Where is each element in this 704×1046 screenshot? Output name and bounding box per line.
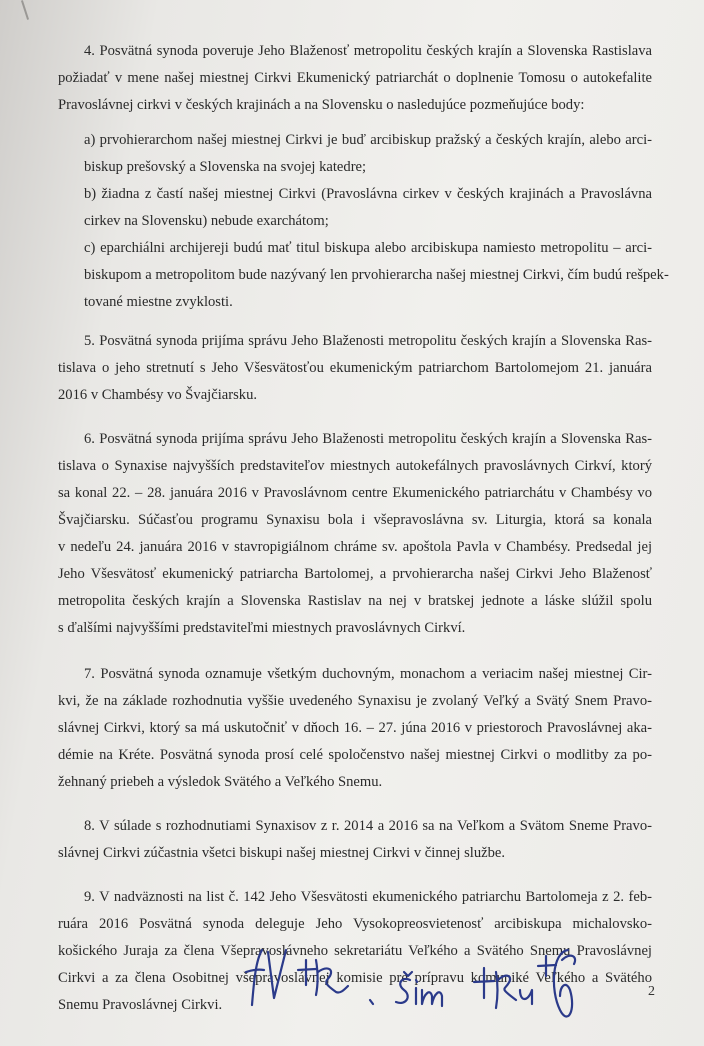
text-line: a) prvohierarchom našej miestnej Cirkvi je buď arcibiskup pražský a českých krajín, alebo arci- [84,132,652,148]
text-line: biskup prešovský a Slovenska na svojej katedre; [84,159,367,175]
text-line: b) žiadna z častí našej miestnej Cirkvi (Pravoslávna cirkev v českých krajinách a Pravoslávna [84,186,652,202]
text-line: požiadať v mene našej miestnej Cirkvi Ekumenický patriarchát o doplnenie Tomosu o autokefalite [58,70,652,86]
text-line: 4. Posvätná synoda poveruje Jeho Blaženosť metropolitu českých krajín a Slovenska Rastislava [84,43,652,59]
text-line: slávnej Cirkvi, ktorý sa má uskutočniť v dňoch 16. – 27. júna 2016 v priestoroch Pravoslávnej aka- [58,720,652,736]
text-line: sa konal 22. – 28. januára 2016 v Pravoslávnom centre Ekumenického patriarchátu v Chambésy vo [58,485,652,501]
text-line: tislava o jeho stretnutí s Jeho Všesvätosťou ekumenickým patriarchom Bartolomejom 21. januára [58,360,652,376]
text-line: c) eparchiálni archijereji budú mať titul biskupa alebo arcibiskupa namiesto metropolitu – arci- [84,240,652,256]
text-line: démie na Kréte. Posvätná synoda prosí celé spoločenstvo našej miestnej Cirkvi o modlitby za po- [58,747,652,763]
text-line: 7. Posvätná synoda oznamuje všetkým duchovným, monachom a veriacim našej miestnej Cir- [84,666,652,682]
text-line: biskupom a metropolitom bude nazývaný len prvohierarcha našej miestnej Cirkvi, čím budú rešpek- [84,267,669,283]
text-line: Pravoslávnej cirkvi v českých krajinách a na Slovensku o nasledujúce pozmeňujúce body: [58,97,585,113]
text-line: 9. V nadväznosti na list č. 142 Jeho Všesvätosti ekumenického patriarchu Bartolomeja z 2. feb- [84,889,652,905]
text-line: ruára 2016 Posvätná synoda deleguje Jeho Vysokopreosvietenosť arcibiskupa michalovsko- [58,916,652,932]
page-number: 2 [648,984,655,999]
text-line: cirkev na Slovensku) nebude exarchátom; [84,213,329,229]
text-line: Cirkvi a za člena Osobitnej všepravoslávnej komisie pre prípravu komuniké Veľkého a Svätého [58,970,652,986]
text-line: s ďalšími najvyššími predstaviteľmi miestnych pravoslávnych Cirkví. [58,620,466,636]
text-line: Švajčiarsku. Súčasťou programu Synaxisu bola i všepravoslávna sv. Liturgia, ktorá sa konala [58,512,652,528]
text-line: tované miestne zvyklosti. [84,294,233,310]
text-line: 5. Posvätná synoda prijíma správu Jeho Blaženosti metropolitu českých krajín a Slovenska Ras- [84,333,652,349]
text-line: 6. Posvätná synoda prijíma správu Jeho Blaženosti metropolitu českých krajín a Slovenska Ras- [84,431,652,447]
text-line: v nedeľu 24. januára 2016 v stavropigiálnom chráme sv. apoštola Pavla v Chambésy. Predsedal jej [58,539,652,555]
text-line: 8. V súlade s rozhodnutiami Synaxisov z r. 2014 a 2016 sa na Veľkom a Svätom Sneme Pravo- [84,818,652,834]
text-line: žehnaný priebeh a výsledok Svätého a Veľkého Snemu. [58,774,383,790]
text-line: košického Juraja za člena Všepravoslávneho sekretariátu Veľkého a Svätého Snemu Pravoslávnej [58,943,652,959]
text-line: metropolita českých krajín a Slovenska Rastislav na nej v bratskej jednote a láske slúžil spolu [58,593,652,609]
text-line: kvi, že na základe rozhodnutia vyššie uvedeného Synaxisu je zvolaný Veľký a Svätý Snem Pravo- [58,693,652,709]
text-line: Snemu Pravoslávnej Cirkvi. [58,997,223,1013]
text-line: Jeho Všesvätosť ekumenický patriarcha Bartolomej, a prvohierarcha našej Cirkvi Jeho Blaženosť [58,566,652,582]
text-line: tislava o Synaxise najvyšších predstaviteľov miestnych autokefálnych pravoslávnych Cirkví, ktorý [58,458,652,474]
text-line: slávnej Cirkvi zúčastnia všetci biskupi našej miestnej Cirkvi v činnej službe. [58,845,506,861]
text-line: 2016 v Chambésy vo Švajčiarsku. [58,387,258,403]
